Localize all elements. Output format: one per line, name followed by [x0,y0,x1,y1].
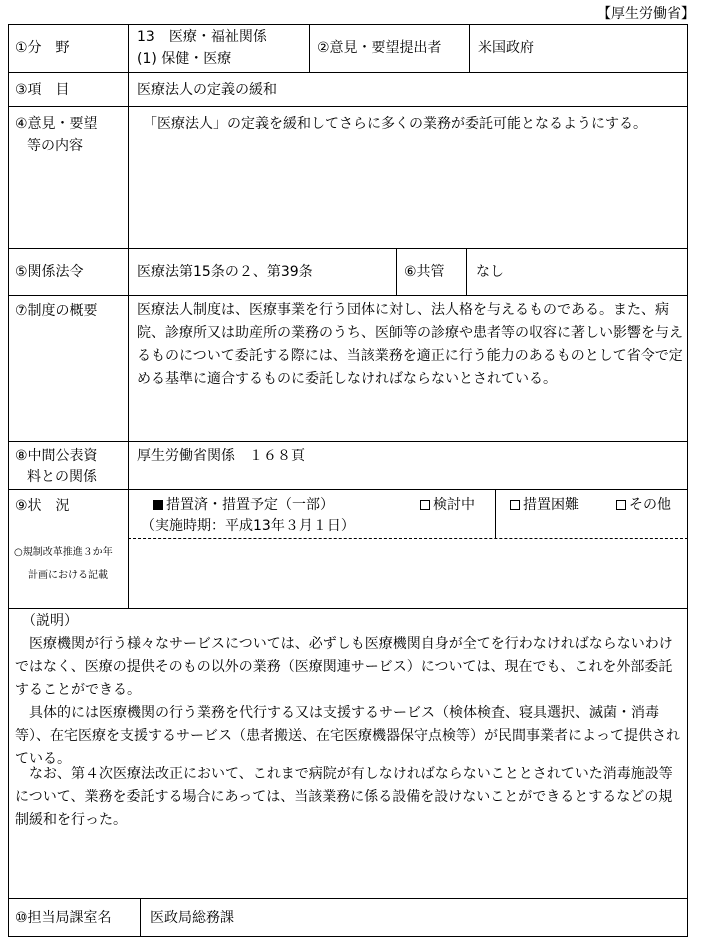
naiyou-label-2: 等の内容 [27,138,83,154]
status-difficult-label: 措置困難 [523,497,579,513]
bunya-line1: 13 医療・福祉関係 [137,29,267,45]
gaiyou-value: 医療法人制度は、医療事業を行う団体に対し、法人格を与えるものである。また、病院、診療所又は助産所の業務のうち、医師等の診療や患者等の収容に著しい影響を与えるものについて委託する際には、当該業務を適正に行う能力のあるものとして省令で定める基準に適合するものに委託しなければならないとされている。 [137,302,683,387]
unchecked-box-icon [510,500,520,510]
setsumei-paragraph-2: 具体的には医療機関の行う業務を代行する又は支援するサービス（検体検査、寝具選択、滅菌・消毒等）、在宅医療を支援するサービス（患者搬送、在宅医療機器保守点検等）が民間事業者によって提供されている。 [15,705,680,767]
tantou-value: 医政局総務課 [150,910,234,926]
column-divider [309,24,310,72]
column-divider [140,898,141,937]
status-review-label: 検討中 [433,497,475,513]
kyoukan-value: なし [476,264,504,280]
column-divider [396,248,397,295]
plan-label-1: ○規制改革推進３か年 [14,547,113,558]
teishutsu-value: 米国政府 [478,40,534,56]
setsumei-paragraph-3: なお、第４次医療法改正において、これまで病院が有しなければならないこととされていた消毒施設等について、業務を委託する場合にあっては、当該業務に係る設備を設けないことができるとするなどの規制緩和を行った。 [15,766,673,828]
status-taken-date: （実施時期：平成13年３月１日） [141,518,355,534]
gaiyou-label: ⑦制度の概要 [15,303,98,319]
checked-box-icon [153,500,163,510]
setsumei-title: （説明） [22,613,78,629]
chukan-value: 厚生労働省関係 １６８頁 [137,448,305,464]
column-divider [466,248,467,295]
row-divider [128,538,688,539]
teishutsu-label: ②意見・要望提出者 [317,40,442,56]
status-difficult-option [510,495,579,516]
koumoku-value: 医療法人の定義の緩和 [137,82,277,98]
status-other-label: その他 [629,497,671,513]
jokyo-label: ⑨状 況 [15,498,70,514]
ministry-tag: 【厚生労働省】 [597,6,695,22]
status-review-option [420,495,475,516]
koumoku-label: ③項 目 [15,82,70,98]
chukan-label-1: ⑧中間公表資 [15,448,98,464]
kyoukan-label: ⑥共管 [404,264,445,280]
bunya-label: ①分 野 [15,40,70,56]
row-divider [8,489,688,490]
status-taken-option [153,495,334,516]
unchecked-box-icon [420,500,430,510]
setsumei-paragraph-1: 医療機関が行う様々なサービスについては、必ずしも医療機関自身が全てを行わなければならないわけではなく、医療の提供そのもの以外の業務（医療関連サービス）については、現在でも、これを外部委託することができる。 [15,636,673,698]
unchecked-box-icon [616,500,626,510]
row-divider [8,106,688,107]
naiyou-value: 「医療法人」の定義を緩和してさらに多くの業務が委託可能となるようにする。 [143,116,647,132]
status-other-option [616,495,671,516]
row-divider [8,441,688,442]
tantou-label: ⑩担当局課室名 [15,910,112,926]
column-divider [128,24,129,608]
column-divider [469,24,470,72]
status-taken-label: 措置済・措置予定（一部） [166,497,334,513]
row-divider [8,608,688,609]
row-divider [8,898,688,899]
hourei-label: ⑤関係法令 [15,264,84,280]
plan-label-2: 計画における記載 [28,570,108,581]
row-divider [8,295,688,296]
naiyou-label-1: ④意見・要望 [15,116,98,132]
column-divider [495,489,496,538]
hourei-value: 医療法第15条の２、第39条 [137,264,313,280]
chukan-label-2: 料との関係 [27,469,97,485]
row-divider [8,72,688,73]
bunya-line2: (1) 保健・医療 [137,51,232,67]
row-divider [8,248,688,249]
